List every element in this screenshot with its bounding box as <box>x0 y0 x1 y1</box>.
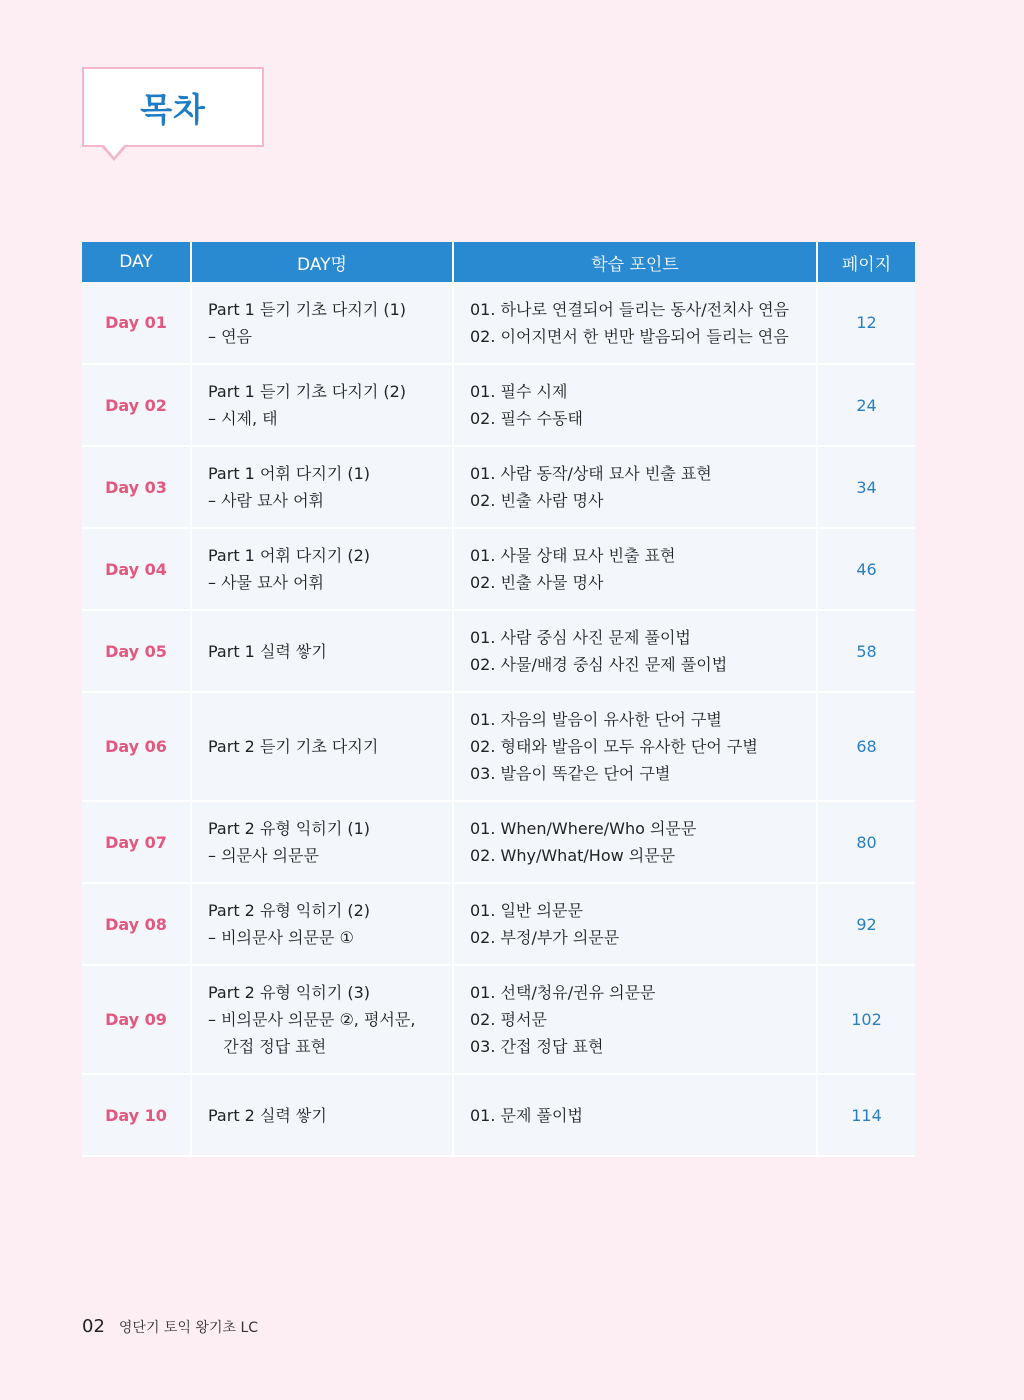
day-name-line: – 사람 묘사 어휘 <box>208 491 324 510</box>
page-number-cell[interactable]: 102 <box>817 965 915 1074</box>
point-line: 02. Why/What/How 의문문 <box>470 846 676 865</box>
header-learning-points: 학습 포인트 <box>453 242 817 282</box>
learning-points <box>453 883 817 965</box>
day-label: Day 07 <box>82 801 191 883</box>
day-name <box>191 446 453 528</box>
speech-bubble-tail-inner <box>103 144 125 157</box>
point-line: 03. 간접 정답 표현 <box>470 1037 604 1056</box>
point-line: 03. 발음이 똑같은 단어 구별 <box>470 764 671 783</box>
day-name-line: 간접 정답 표현 <box>208 1037 327 1056</box>
learning-points <box>453 610 817 692</box>
learning-points <box>453 528 817 610</box>
table-row[interactable] <box>82 1074 915 1156</box>
page-number-cell[interactable]: 114 <box>817 1074 915 1156</box>
day-name-line: Part 2 유형 익히기 (3) <box>208 983 371 1002</box>
title-box <box>82 67 264 147</box>
header-day: DAY <box>82 242 191 282</box>
point-line: 02. 필수 수동태 <box>470 409 583 428</box>
table-row[interactable] <box>82 364 915 446</box>
table-row[interactable] <box>82 446 915 528</box>
point-line: 02. 빈출 사물 명사 <box>470 573 604 592</box>
page-footer <box>82 1316 258 1337</box>
day-name-line: Part 1 듣기 기초 다지기 (2) <box>208 382 407 401</box>
point-line: 02. 평서문 <box>470 1010 547 1029</box>
day-label: Day 02 <box>82 364 191 446</box>
day-name-line: Part 2 듣기 기초 다지기 <box>208 737 379 756</box>
page-number-cell[interactable]: 92 <box>817 883 915 965</box>
day-name-line: Part 1 어휘 다지기 (1) <box>208 464 371 483</box>
table-row[interactable] <box>82 692 915 801</box>
page-number-cell[interactable]: 24 <box>817 364 915 446</box>
day-name-line: Part 1 듣기 기초 다지기 (1) <box>208 299 407 319</box>
day-name <box>191 801 453 883</box>
footer-book-title: 영단기 토익 왕기초 LC <box>118 1320 259 1336</box>
point-line: 02. 빈출 사람 명사 <box>470 491 604 510</box>
day-label: Day 04 <box>82 528 191 610</box>
day-name-line: Part 2 실력 쌓기 <box>208 1105 327 1125</box>
day-label: Day 05 <box>82 610 191 692</box>
day-name <box>191 692 453 801</box>
point-line: 01. 사람 동작/상태 묘사 빈출 표현 <box>470 464 712 483</box>
header-page: 페이지 <box>817 242 915 282</box>
day-name <box>191 883 453 965</box>
learning-points <box>453 692 817 801</box>
point-line: 01. When/Where/Who 의문문 <box>470 819 697 838</box>
point-line: 01. 문제 풀이법 <box>470 1105 583 1125</box>
page-number-cell[interactable]: 34 <box>817 446 915 528</box>
header-day-name: DAY명 <box>191 242 453 282</box>
day-name-line: – 의문사 의문문 <box>208 846 319 865</box>
day-label: Day 09 <box>82 965 191 1074</box>
day-name-line: Part 2 유형 익히기 (2) <box>208 901 371 920</box>
footer-page-number: 02 <box>82 1316 105 1337</box>
table-row[interactable] <box>82 610 915 692</box>
day-label: Day 06 <box>82 692 191 801</box>
day-label: Day 08 <box>82 883 191 965</box>
day-name-line: Part 1 어휘 다지기 (2) <box>208 546 371 565</box>
table-header-row <box>82 242 915 282</box>
point-line: 01. 자음의 발음이 유사한 단어 구별 <box>470 710 722 729</box>
table-row[interactable] <box>82 965 915 1074</box>
toc-table <box>82 242 915 1157</box>
page-number-cell[interactable]: 46 <box>817 528 915 610</box>
day-name-line: Part 1 실력 쌓기 <box>208 641 327 661</box>
point-line: 01. 하나로 연결되어 들리는 동사/전치사 연음 <box>470 299 790 319</box>
page-title: 목차 <box>140 89 206 129</box>
day-name <box>191 282 453 364</box>
point-line: 02. 형태와 발음이 모두 유사한 단어 구별 <box>470 737 758 756</box>
page-number-cell[interactable]: 68 <box>817 692 915 801</box>
page-number-cell[interactable]: 12 <box>817 282 915 364</box>
day-name-line: – 연음 <box>208 326 252 346</box>
day-name-line: – 비의문사 의문문 ① <box>208 928 354 947</box>
table-row[interactable] <box>82 282 915 364</box>
day-name-line: – 비의문사 의문문 ②, 평서문, <box>208 1010 416 1029</box>
day-name <box>191 965 453 1074</box>
day-name <box>191 1074 453 1156</box>
learning-points <box>453 446 817 528</box>
table-row[interactable] <box>82 801 915 883</box>
day-name-line: Part 2 유형 익히기 (1) <box>208 819 371 838</box>
day-label: Day 03 <box>82 446 191 528</box>
day-label: Day 01 <box>82 282 191 364</box>
point-line: 01. 일반 의문문 <box>470 901 583 920</box>
point-line: 02. 부정/부가 의문문 <box>470 928 620 947</box>
day-name <box>191 364 453 446</box>
table-row[interactable] <box>82 528 915 610</box>
page-number-cell[interactable]: 80 <box>817 801 915 883</box>
day-label: Day 10 <box>82 1074 191 1156</box>
point-line: 02. 이어지면서 한 번만 발음되어 들리는 연음 <box>470 326 789 346</box>
table-row[interactable] <box>82 883 915 965</box>
day-name <box>191 528 453 610</box>
day-name-line: – 사물 묘사 어휘 <box>208 573 324 592</box>
learning-points <box>453 965 817 1074</box>
point-line: 01. 필수 시제 <box>470 382 568 401</box>
learning-points <box>453 364 817 446</box>
page-number-cell[interactable]: 58 <box>817 610 915 692</box>
learning-points <box>453 282 817 364</box>
learning-points <box>453 801 817 883</box>
point-line: 01. 사물 상태 묘사 빈출 표현 <box>470 546 676 565</box>
learning-points <box>453 1074 817 1156</box>
day-name <box>191 610 453 692</box>
point-line: 01. 사람 중심 사진 문제 풀이법 <box>470 628 691 647</box>
point-line: 01. 선택/청유/권유 의문문 <box>470 983 656 1002</box>
point-line: 02. 사물/배경 중심 사진 문제 풀이법 <box>470 655 728 674</box>
day-name-line: – 시제, 태 <box>208 409 278 428</box>
